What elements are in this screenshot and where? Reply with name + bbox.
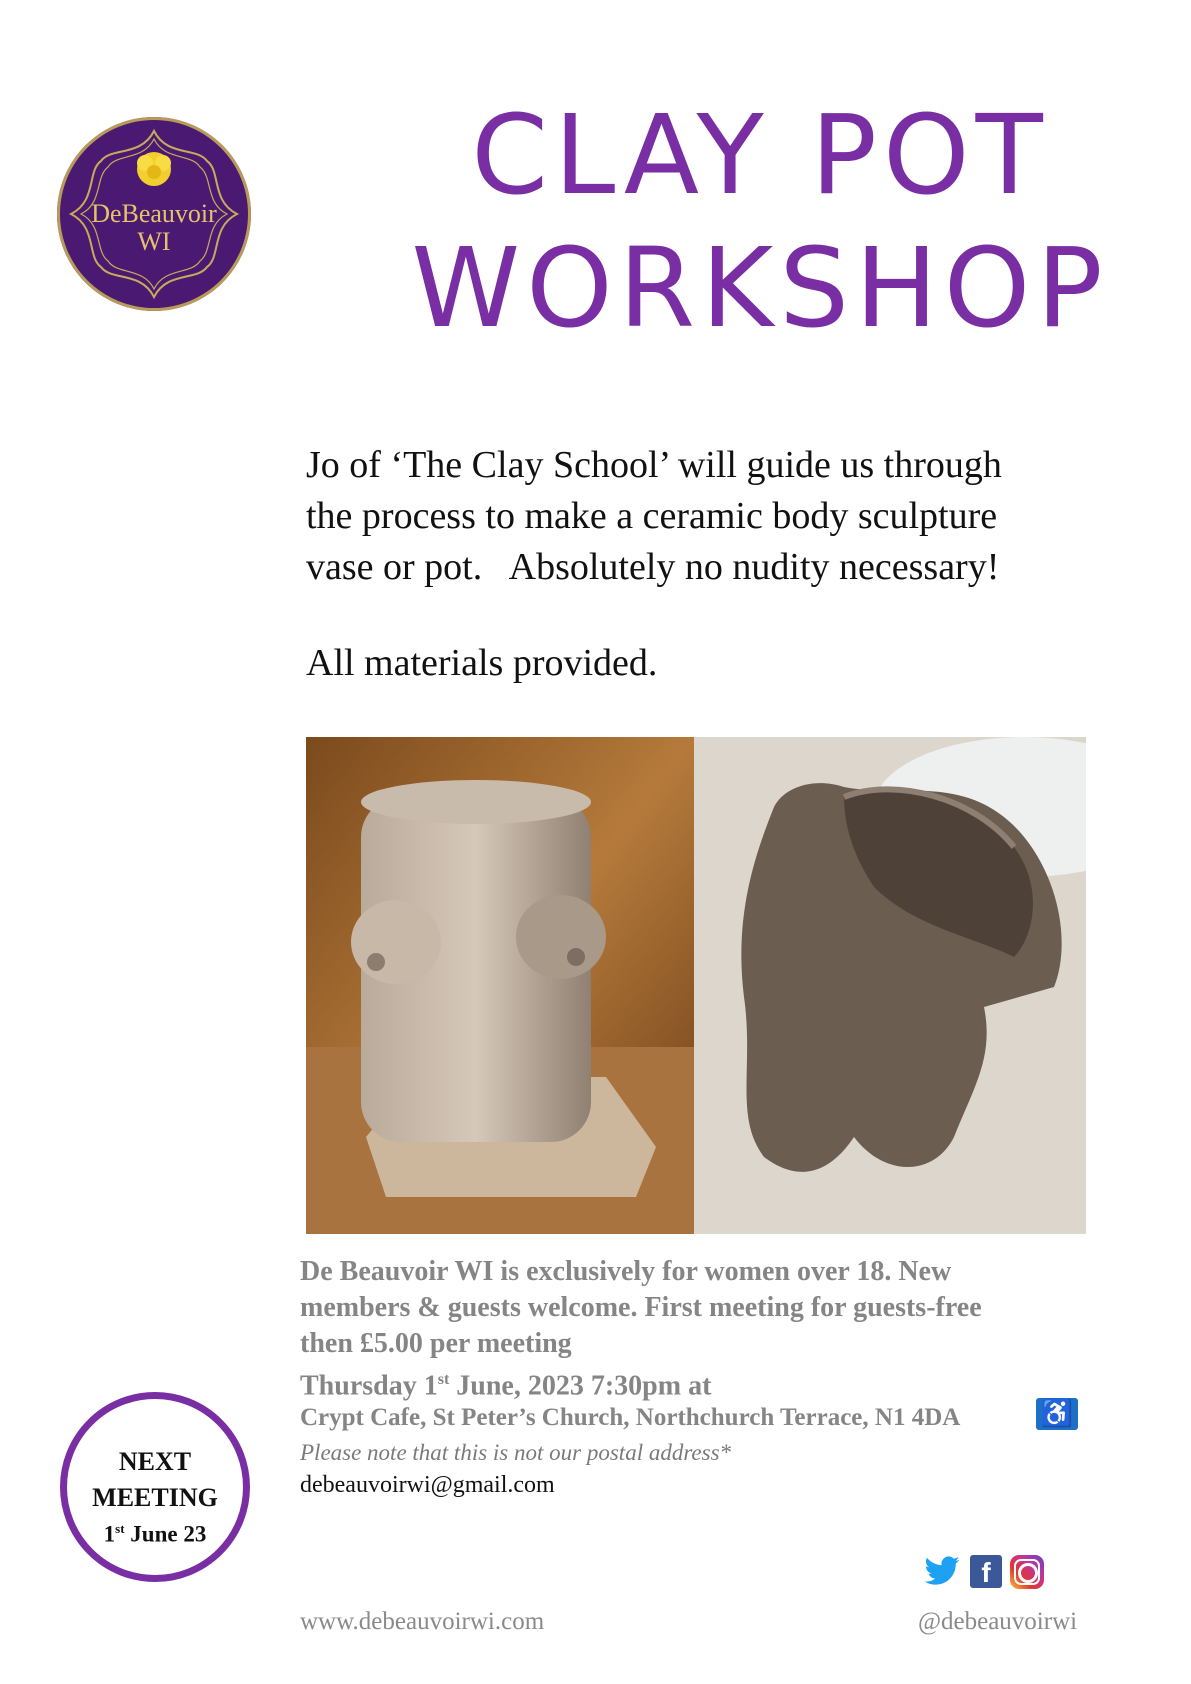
photo-ceramic-pot-front [306, 737, 694, 1234]
page-title-line2: WORKSHOP [411, 224, 1109, 352]
next-meeting-badge [60, 1392, 250, 1582]
date-suffix: st [437, 1371, 450, 1388]
venue-address: Crypt Cafe, St Peter’s Church, Northchurch Terrace, N1 4DA [300, 1404, 961, 1431]
badge-day-suffix: st [115, 1521, 125, 1536]
meeting-date [300, 1362, 711, 1404]
badge-line1: NEXT [118, 1447, 192, 1476]
info-line: members & guests welcome. First meeting for guests-free [300, 1292, 982, 1323]
intro-line: the process to make a ceramic body sculpture [306, 495, 998, 537]
postal-address-note: Please note that this is not our postal address* [300, 1440, 732, 1465]
twitter-icon[interactable] [923, 1556, 961, 1588]
page-title-line1: CLAY POT [471, 91, 1049, 219]
intro-paragraph [306, 440, 1096, 593]
info-line: then £5.00 per meeting [300, 1328, 572, 1359]
badge-month: June 23 [124, 1521, 207, 1547]
intro-line: Jo of ‘The Clay School’ will guide us through [306, 444, 1002, 486]
contact-email[interactable]: debeauvoirwi@gmail.com [300, 1472, 555, 1498]
facebook-icon[interactable]: f [970, 1555, 1002, 1588]
logo-text-line2: WI [137, 227, 171, 256]
info-line: De Beauvoir WI is exclusively for women over 18. New [300, 1256, 952, 1287]
wheelchair-access-icon: ♿ [1036, 1398, 1078, 1430]
badge-line2: MEETING [92, 1483, 218, 1512]
materials-note: All materials provided. [306, 642, 658, 684]
date-prefix: Thursday 1 [300, 1370, 438, 1402]
instagram-icon[interactable] [1010, 1555, 1044, 1589]
rose-icon [137, 152, 171, 186]
badge-day: 1 [103, 1521, 116, 1547]
debeauvoir-wi-logo [57, 117, 251, 311]
date-rest: June, 2023 7:30pm at [449, 1370, 712, 1402]
website-link[interactable]: www.debeauvoirwi.com [300, 1608, 545, 1635]
social-handle[interactable]: @debeauvoirwi [918, 1608, 1078, 1635]
badge-date [67, 1521, 243, 1548]
membership-info [300, 1254, 1100, 1362]
intro-line: vase or pot. Absolutely no nudity necessary! [306, 546, 1000, 588]
photo-ceramic-pot-back [694, 737, 1086, 1234]
logo-text-line1: DeBeauvoir [91, 199, 217, 228]
